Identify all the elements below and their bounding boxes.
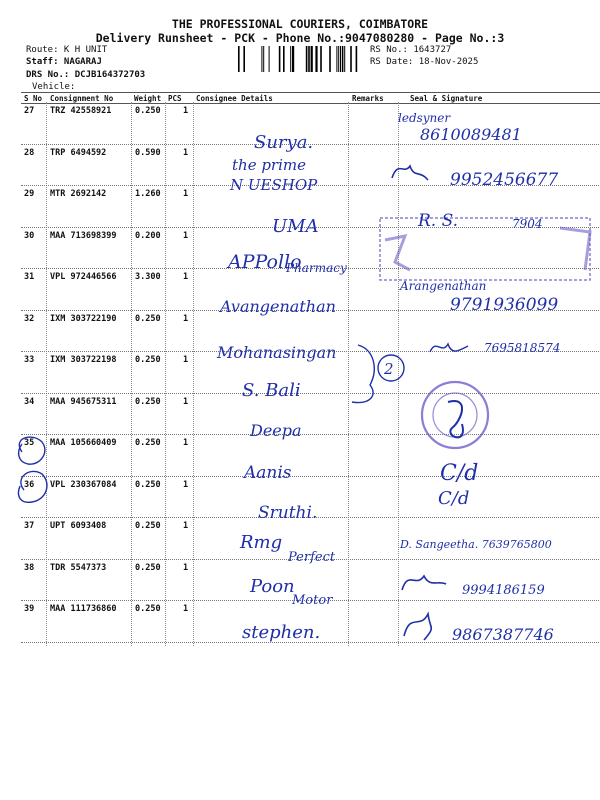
hw-consignee: N UESHOP (230, 176, 318, 194)
barcode-bar (306, 46, 308, 72)
barcode-bar (290, 46, 291, 72)
row-divider (21, 476, 600, 477)
row-sno: 39 (24, 604, 35, 614)
col-divider (398, 102, 399, 646)
barcode-bar (283, 46, 285, 72)
barcode-bar (279, 46, 281, 72)
header-top-rule (21, 92, 600, 93)
row-pcs: 1 (183, 106, 189, 116)
hw-consignee: Aanis (244, 463, 292, 483)
row-sno: 35 (24, 438, 35, 448)
row-pcs: 1 (183, 438, 189, 448)
row-consignment: MAA 713698399 (50, 230, 117, 241)
rs-date: RS Date: 18-Nov-2025 (370, 57, 479, 67)
row-weight: 0.250 (135, 604, 161, 614)
barcode-bar (342, 46, 344, 72)
row-sno: 31 (24, 272, 35, 282)
rs-number: RS No.: 1643727 (370, 45, 452, 55)
row-sno: 28 (24, 147, 35, 158)
barcode-bar (308, 46, 310, 72)
row-pcs: 1 (183, 604, 189, 614)
barcode-bar (320, 46, 322, 72)
row-divider (21, 642, 600, 643)
row-pcs: 1 (183, 189, 189, 199)
barcode-bar (350, 46, 352, 72)
row-weight: 0.250 (135, 355, 161, 365)
hw-consignee: Sruthi. (258, 503, 318, 523)
hw-signature: 7695818574 (484, 341, 561, 355)
col-pcs: PCS (168, 94, 182, 103)
row-sno: 30 (24, 230, 35, 241)
row-consignment: TRZ 42558921 (50, 106, 112, 116)
row-weight: 0.590 (135, 147, 161, 158)
hw-signature: 8610089481 (420, 125, 522, 144)
row-consignment: VPL 972446566 (50, 272, 117, 282)
row-divider (21, 268, 600, 269)
row-consignment: MTR 2692142 (50, 189, 107, 199)
hw-consignee: Motor (292, 593, 333, 608)
barcode-bar (329, 46, 331, 72)
hw-consignee: Avangenathan (220, 297, 336, 316)
hw-consignee: Deepa (250, 421, 302, 440)
bracket-mark (352, 345, 374, 403)
runsheet-title: Delivery Runsheet - PCK - Phone No.:9047080280 - Page No.:3 (95, 31, 505, 45)
drs-label: DRS No.: DCJB164372703 (26, 70, 146, 80)
row-weight: 1.260 (135, 189, 161, 199)
col-divider (46, 102, 47, 646)
bank-seal-signature (448, 401, 463, 437)
pharmacy-stamp-ink (385, 228, 590, 270)
barcode-bar (238, 46, 240, 72)
col-divider (165, 102, 166, 646)
row-pcs: 1 (183, 562, 189, 573)
row-weight: 0.250 (135, 521, 161, 531)
row-consignment: VPL 230367084 (50, 479, 117, 490)
hw-signature: 9952456677 (450, 170, 559, 190)
hw-consignee: UMA (272, 216, 319, 237)
hw-consignee: S. Bali (242, 380, 301, 401)
row-weight: 0.250 (135, 106, 161, 116)
row-divider (21, 144, 600, 145)
barcode-bar (243, 46, 245, 72)
barcode-bar (315, 46, 317, 72)
row-pcs: 1 (183, 355, 189, 365)
row-divider (21, 393, 600, 394)
hw-signature: 9994186159 (462, 583, 545, 598)
row-weight: 3.300 (135, 272, 161, 282)
row-divider (21, 185, 600, 186)
hw-signature: C/d (438, 488, 470, 509)
row-divider (21, 517, 600, 518)
row-pcs: 1 (183, 272, 189, 282)
barcode-bar (340, 46, 341, 72)
count-number: 2 (384, 360, 394, 378)
row-consignment: IXM 303722190 (50, 313, 117, 324)
hw-consignee: Poon (250, 576, 295, 597)
row-pcs: 1 (183, 147, 189, 158)
hw-signature: C/d (440, 461, 479, 486)
vehicle-label: Vehicle: (32, 82, 76, 92)
col-divider (193, 102, 194, 646)
row-sno: 38 (24, 562, 35, 573)
barcode-bar (336, 46, 337, 72)
row-consignment: UPT 6093408 (50, 521, 107, 531)
row-weight: 0.200 (135, 230, 161, 241)
barcode (238, 46, 365, 72)
col-remarks: Remarks (352, 94, 384, 103)
hw-consignee: Perfect (288, 550, 336, 565)
hw-consignee: Rmg (240, 532, 283, 553)
barcode-bar (338, 46, 339, 72)
row-sno: 34 (24, 396, 35, 407)
hw-consignee: Surya. (254, 132, 314, 153)
bank-seal-inner-ring (433, 393, 477, 437)
hw-consignee: Pharmacy (286, 261, 347, 275)
barcode-bar (292, 46, 294, 72)
row-pcs: 1 (183, 521, 189, 531)
col-seal: Seal & Signature (410, 94, 483, 103)
row-pcs: 1 (183, 313, 189, 324)
row-weight: 0.250 (135, 562, 161, 573)
barcode-bar (263, 46, 264, 72)
row-divider (21, 559, 600, 560)
row-consignment: TDR 5547373 (50, 562, 107, 573)
row-consignment: TRP 6494592 (50, 147, 107, 158)
hw-signature-scribble (404, 614, 431, 640)
count-circle (378, 355, 404, 381)
col-sno: S No (24, 94, 43, 103)
row-consignment: MAA 105660409 (50, 438, 117, 448)
barcode-bar (311, 46, 313, 72)
barcode-bar (344, 46, 345, 72)
col-consignment: Consignment No (50, 94, 114, 103)
hw-signature: Arangenathan (400, 279, 487, 293)
route-label: Route: K H UNIT (26, 45, 108, 55)
row-weight: 0.250 (135, 479, 161, 490)
row-sno: 33 (24, 355, 35, 365)
barcode-bar (261, 46, 262, 72)
hw-consignee: Mohanasingan (217, 343, 337, 362)
barcode-bar (356, 46, 358, 72)
row-sno: 37 (24, 521, 35, 531)
row-sno: 29 (24, 189, 35, 199)
hw-consignee: APPollo (228, 251, 302, 273)
barcode-bar (269, 46, 270, 72)
row-sno: 32 (24, 313, 35, 324)
row-consignment: MAA 111736860 (50, 604, 117, 614)
row-divider (21, 227, 600, 228)
row-pcs: 1 (183, 396, 189, 407)
row-divider (21, 310, 600, 311)
company-title: THE PROFESSIONAL COURIERS, COIMBATORE (171, 17, 429, 31)
col-consignee: Consignee Details (196, 94, 273, 103)
row-sno: 27 (24, 106, 35, 116)
hw-signature: ledsyner (398, 111, 451, 125)
row-consignment: MAA 945675311 (50, 396, 117, 407)
hw-consignee: the prime (232, 156, 307, 174)
hw-signature: 9867387746 (452, 625, 554, 644)
staff-label: Staff: NAGARAJ (26, 57, 102, 67)
hw-signature: D. Sangeetha. 7639765800 (400, 538, 552, 551)
col-divider (131, 102, 132, 646)
row-divider (21, 434, 600, 435)
row-consignment: IXM 303722198 (50, 355, 117, 365)
row-weight: 0.250 (135, 313, 161, 324)
row-pcs: 1 (183, 479, 189, 490)
row-weight: 0.250 (135, 396, 161, 407)
header-bottom-rule (21, 103, 600, 104)
hw-signature-scribble (402, 576, 446, 590)
hw-consignee: stephen. (242, 622, 321, 643)
row-pcs: 1 (183, 230, 189, 241)
hw-signature: 7904 (512, 217, 543, 231)
hw-signature: R. S. (418, 211, 459, 231)
row-divider (21, 351, 600, 352)
row-sno: 36 (24, 479, 35, 490)
col-weight: Weight (134, 94, 162, 103)
row-divider (21, 600, 600, 601)
hw-signature: 9791936099 (450, 295, 559, 315)
row-weight: 0.250 (135, 438, 161, 448)
col-divider (348, 102, 349, 646)
